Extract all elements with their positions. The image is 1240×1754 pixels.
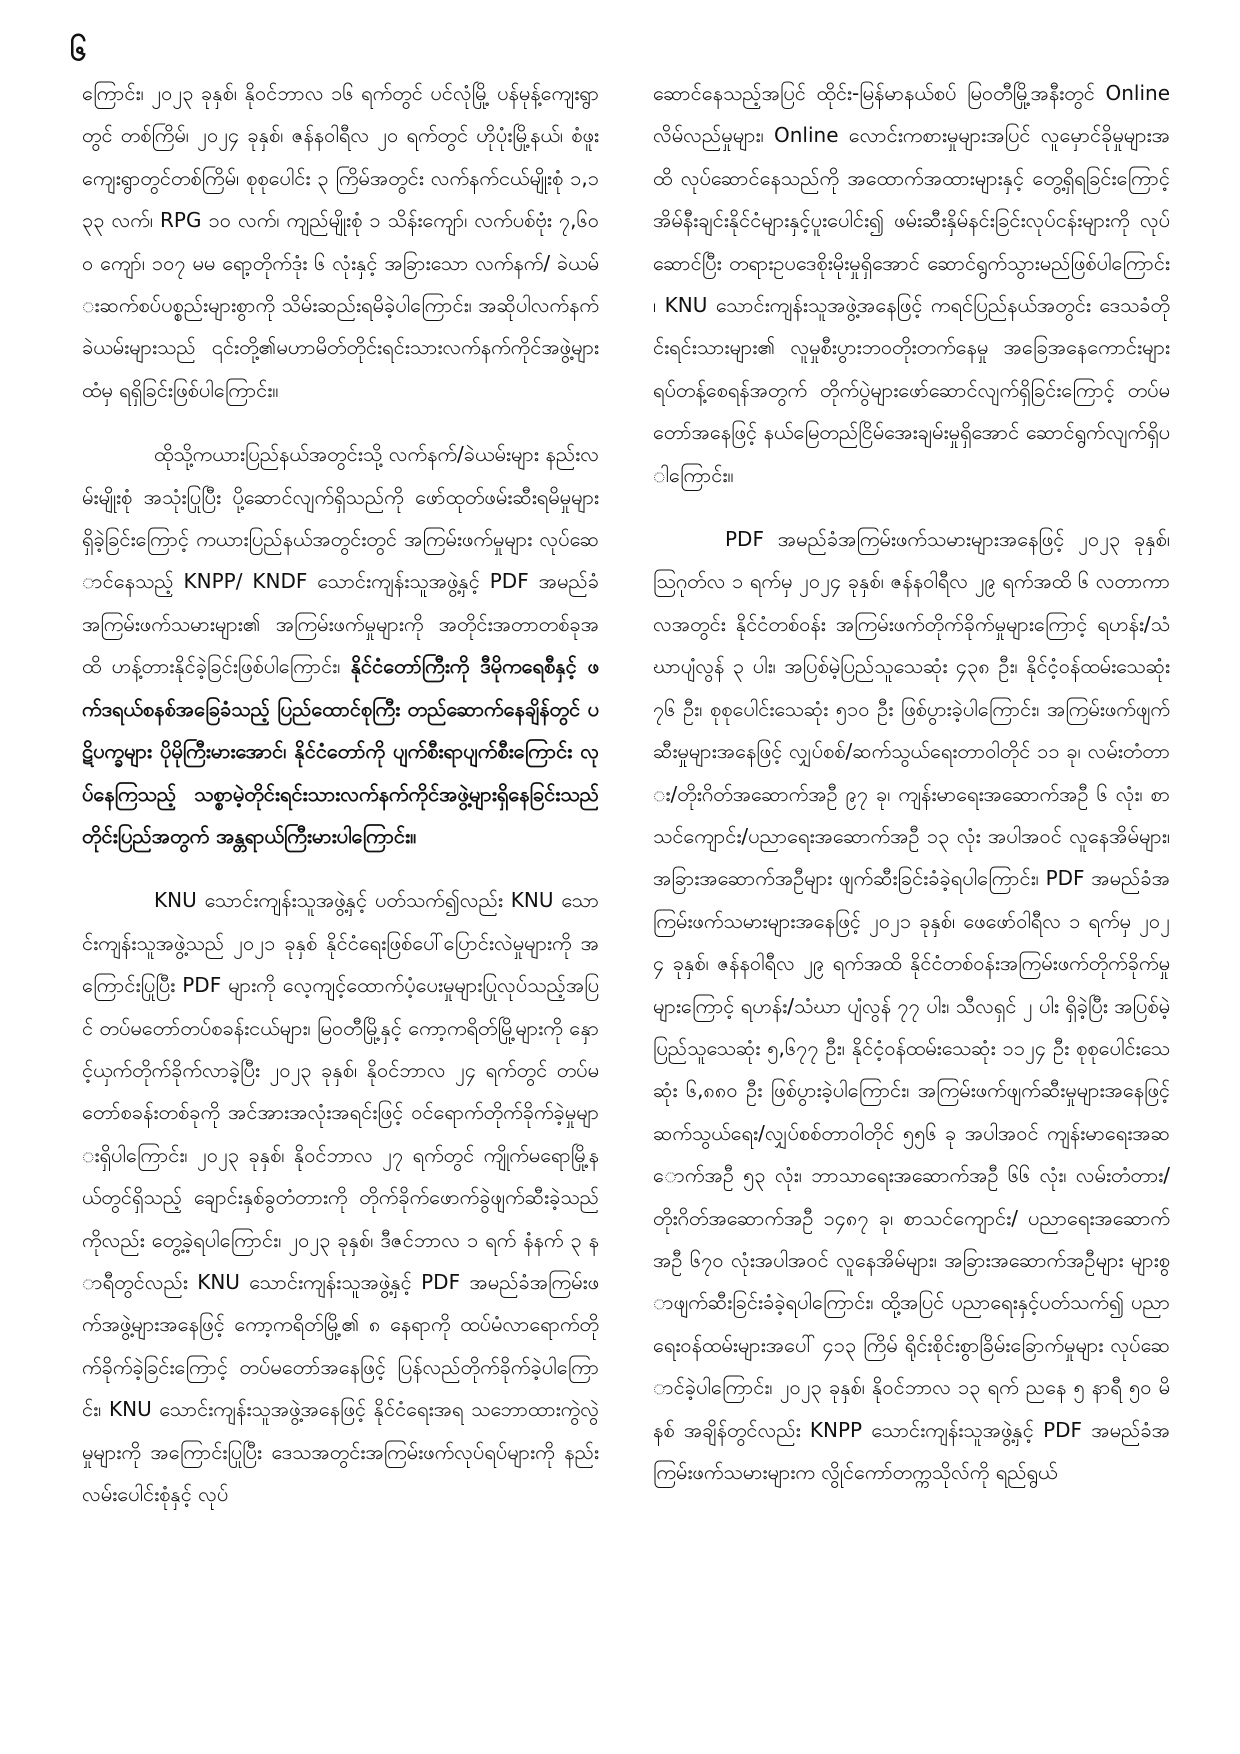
left-column bbox=[82, 72, 599, 1722]
paragraph-pdf-statistics: PDF အမည်ခံအကြမ်းဖက်သမားများအနေဖြင့် ၂၀၂၃ ခုနှစ်၊ ဩဂုတ်လ ၁ ရက်မှ ၂၀၂၄ ခုနှစ်၊ ဇန်နဝါရီလ ၂၉ ရက်အထိ ၆ လတာကာလအတွင်း နိုင်ငံတစ်ဝန်း အကြမ်းဖက်တိုက်ခိုက်မှုများကြောင့် ရဟန်း/သံဃာပျံလွန် ၃ ပါး၊ အပြစ်မဲ့ပြည်သူသေဆုံး ၄၃၈ ဦး၊ နိုင်ငံ့ဝန်ထမ်းသေဆုံး ၇၆ ဦး၊ စုစုပေါင်းသေဆုံး ၅၁၀ ဦး ဖြစ်ပွားခဲ့ပါကြောင်း၊ အကြမ်းဖက်ဖျက်ဆီးမှုများအနေဖြင့် လျှပ်စစ်/ဆက်သွယ်ရေးတာဝါတိုင် ၁၁ ခု၊ လမ်းတံတား/တိုးဂိတ်အဆောက်အဦ ၉၇ ခု၊ ကျန်းမာရေးအဆောက်အဦ ၆ လုံး၊ စာသင်ကျောင်း/ပညာရေးအဆောက်အဦ ၁၃ လုံး အပါအဝင် လူနေအိမ်များ၊ အခြားအဆောက်အဦများ ဖျက်ဆီးခြင်းခံခဲ့ရပါကြောင်း၊ PDF အမည်ခံအကြမ်းဖက်သမားများအနေဖြင့် ၂၀၂၁ ခုနှစ်၊ ဖေဖော်ဝါရီလ ၁ ရက်မှ ၂၀၂၄ ခုနှစ်၊ ဇန်နဝါရီလ ၂၉ ရက်အထိ နိုင်ငံတစ်ဝန်းအကြမ်းဖက်တိုက်ခိုက်မှုများကြောင့် ရဟန်း/သံဃာ ပျံလွန် ၇၇ ပါး၊ သီလရှင် ၂ ပါး ရှိခဲ့ပြီး အပြစ်မဲ့ပြည်သူသေဆုံး ၅,၆၇၇ ဦး၊ နိုင်ငံ့ဝန်ထမ်းသေဆုံး ၁၁၂၄ ဦး စုစုပေါင်းသေဆုံး ၆,၈၈၀ ဦး ဖြစ်ပွားခဲ့ပါကြောင်း၊ အကြမ်းဖက်ဖျက်ဆီးမှုများအနေဖြင့် ဆက်သွယ်ရေး/လျှပ်စစ်တာဝါတိုင် ၅၅၆ ခု အပါအဝင် ကျန်းမာရေးအဆောက်အဦ ၅၃ လုံး၊ ဘာသာရေးအဆောက်အဦ ၆၆ လုံး၊ လမ်းတံတား/တိုးဂိတ်အဆောက်အဦ ၁၄၈၇ ခု၊ စာသင်ကျောင်း/ ပညာရေးအဆောက်အဦ ၆၇၀ လုံးအပါအဝင် လူနေအိမ်များ၊ အခြားအဆောက်အဦများ များစွာဖျက်ဆီးခြင်းခံခဲ့ရပါကြောင်း၊ ထို့အပြင် ပညာရေးနှင့်ပတ်သက်၍ ပညာရေးဝန်ထမ်းများအပေါ် ၄၁၃ ကြိမ် ရိုင်းစိုင်းစွာခြိမ်းခြောက်မှုများ လုပ်ဆောင်ခဲ့ပါကြောင်း၊ ၂၀၂၃ ခုနှစ်၊ နိုဝင်ဘာလ ၁၃ ရက် ညနေ ၅ နာရီ ၅၀ မိနစ် အချိန်တွင်လည်း KNPP သောင်းကျန်းသူအဖွဲ့နှင့် PDF အမည်ခံအကြမ်းဖက်သမားများက လွိုင်ကော်တက္ကသိုလ်ကို ရည်ရွယ် bbox=[653, 527, 1170, 1484]
paragraph-bold-text: နိုင်ငံတော်ကြီးကို ဒီမိုကရေစီနှင့် ဖက်ဒရယ်စနစ်အခြေခံသည့် ပြည်ထောင်စုကြီး တည်ဆောက်နေချိန်တွင် ပဋိပက္ခများ ပိုမိုကြီးမားအောင်၊ နိုင်ငံတော်ကို ပျက်စီးရာပျက်စီးကြောင်း လုပ်နေကြသည့် သစ္စာမဲ့တိုင်းရင်းသားလက်နက်ကိုင်အဖွဲ့များရှိနေခြင်းသည် တိုင်းပြည်အတွက် အန္တရာယ်ကြီးမားပါကြောင်း။ bbox=[82, 654, 599, 848]
paragraph-kayah-state bbox=[82, 433, 599, 857]
right-column bbox=[653, 72, 1170, 1722]
article-body bbox=[82, 72, 1170, 1722]
paragraph-border-crime: ဆောင်နေသည့်အပြင် ထိုင်း-မြန်မာနယ်စပ် မြဝတီမြို့အနီးတွင် Online လိမ်လည်မှုများ၊ Online လောင်းကစားမှုများအပြင် လူမှောင်ခိုမှုများအထိ လုပ်ဆောင်နေသည်ကို အထောက်အထားများနှင့် တွေ့ရှိရခြင်းကြောင့် အိမ်နီးချင်းနိုင်ငံများနှင့်ပူးပေါင်း၍ ဖမ်းဆီးနှိမ်နင်းခြင်းလုပ်ငန်းများကို လုပ်ဆောင်ပြီး တရားဥပဒေစိုးမိုးမှုရှိအောင် ဆောင်ရွက်သွားမည်ဖြစ်ပါကြောင်း၊ KNU သောင်းကျန်းသူအဖွဲ့အနေဖြင့် ကရင်ပြည်နယ်အတွင်း ဒေသခံတိုင်းရင်းသားများ၏ လူမှုစီးပွားဘဝတိုးတက်နေမှု အခြေအနေကောင်းများ ရပ်တန့်စေရန်အတွက် တိုက်ပွဲများဖော်ဆောင်လျက်ရှိခြင်းကြောင့် တပ်မတော်အနေဖြင့် နယ်မြေတည်ငြိမ်အေးချမ်းမှုရှိအောင် ဆောင်ရွက်လျက်ရှိပါကြောင်း။ bbox=[653, 81, 1170, 487]
paragraph-plain-text: ထိုသို့ကယားပြည်နယ်အတွင်းသို့ လက်နက်/ခဲယမ်းများ နည်းလမ်းမျိုးစုံ အသုံးပြုပြီး ပို့ဆောင်လျက်ရှိသည်ကို ဖော်ထုတ်ဖမ်းဆီးရမိမှုများ ရှိခဲ့ခြင်းကြောင့် ကယားပြည်နယ်အတွင်းတွင် အကြမ်းဖက်မှုများ လုပ်ဆောင်နေသည့် KNPP/ KNDF သောင်းကျန်းသူအဖွဲ့နှင့် PDF အမည်ခံအကြမ်းဖက်သမားများ၏ အကြမ်းဖက်မှုများကို အတိုင်းအတာတစ်ခုအထိ ဟန့်တားနိုင်ခဲ့ခြင်းဖြစ်ပါကြောင်း၊ bbox=[82, 442, 599, 679]
paragraph-knu: KNU သောင်းကျန်းသူအဖွဲ့နှင့် ပတ်သက်၍လည်း KNU သောင်းကျန်းသူအဖွဲ့သည် ၂၀၂၁ ခုနှစ် နိုင်ငံရေးဖြစ်ပေါ်ပြောင်းလဲမှုများကို အကြောင်းပြုပြီး PDF များကို လေ့ကျင့်ထောက်ပံ့ပေးမှုများပြုလုပ်သည့်အပြင် တပ်မတော်တပ်စခန်းငယ်များ၊ မြဝတီမြို့နှင့် ကော့ကရိတ်မြို့များကို နှောင့်ယှက်တိုက်ခိုက်လာခဲ့ပြီး ၂၀၂၃ ခုနှစ်၊ နိုဝင်ဘာလ ၂၄ ရက်တွင် တပ်မတော်စခန်းတစ်ခုကို အင်အားအလုံးအရင်းဖြင့် ဝင်ရောက်တိုက်ခိုက်ခဲ့မှုများရှိပါကြောင်း၊ ၂၀၂၃ ခုနှစ်၊ နိုဝင်ဘာလ ၂၇ ရက်တွင် ကျိုက်မရောမြို့နယ်တွင်ရှိသည့် ချောင်းနှစ်ခွတံတားကို တိုက်ခိုက်ဖောက်ခွဲဖျက်ဆီးခဲ့သည်ကိုလည်း တွေ့ခဲ့ရပါကြောင်း၊ ၂၀၂၃ ခုနှစ်၊ ဒီဇင်ဘာလ ၁ ရက် နံနက် ၃ နာရီတွင်လည်း KNU သောင်းကျန်းသူအဖွဲ့နှင့် PDF အမည်ခံအကြမ်းဖက်အဖွဲ့များအနေဖြင့် ကော့ကရိတ်မြို့၏ ၈ နေရာကို ထပ်မံလာရောက်တိုက်ခိုက်ခဲ့ခြင်းကြောင့် တပ်မတော်အနေဖြင့် ပြန်လည်တိုက်ခိုက်ခဲ့ပါကြောင်း၊ KNU သောင်းကျန်းသူအဖွဲ့အနေဖြင့် နိုင်ငံရေးအရ သဘောထားကွဲလွဲမှုများကို အကြောင်းပြုပြီး ဒေသအတွင်းအကြမ်းဖက်လုပ်ရပ်များကို နည်းလမ်းပေါင်းစုံနှင့် လုပ် bbox=[82, 888, 599, 1506]
page-number: ၆ bbox=[70, 33, 87, 68]
paragraph-weapons-seizure: ကြောင်း၊ ၂၀၂၃ ခုနှစ်၊ နိုဝင်ဘာလ ၁၆ ရက်တွင် ပင်လုံမြို့ ပန်မုန့်ကျေးရွာတွင် တစ်ကြိမ်၊ ၂၀၂၄ ခုနှစ်၊ ဇန်နဝါရီလ ၂၀ ရက်တွင် ဟိုပုံးမြို့နယ်၊ စံဖူးကျေးရွာတွင်တစ်ကြိမ်၊ စုစုပေါင်း ၃ ကြိမ်အတွင်း လက်နက်ငယ်မျိုးစုံ ၁,၁၃၃ လက်၊ RPG ၁၀ လက်၊ ကျည်မျိုးစုံ ၁ သိန်းကျော်၊ လက်ပစ်ဗုံး ၇,၆၀၀ ကျော်၊ ၁၀၇ မမ ရော့တိုက်ဒုံး ၆ လုံးနှင့် အခြားသော လက်နက်/ ခဲယမ်းဆက်စပ်ပစ္စည်းများစွာကို သိမ်းဆည်းရမိခဲ့ပါကြောင်း၊ အဆိုပါလက်နက်ခဲယမ်းများသည် ၎င်းတို့၏မဟာမိတ်တိုင်းရင်းသားလက်နက်ကိုင်အဖွဲ့များထံမှ ရရှိခြင်းဖြစ်ပါကြောင်း။ bbox=[82, 81, 599, 402]
